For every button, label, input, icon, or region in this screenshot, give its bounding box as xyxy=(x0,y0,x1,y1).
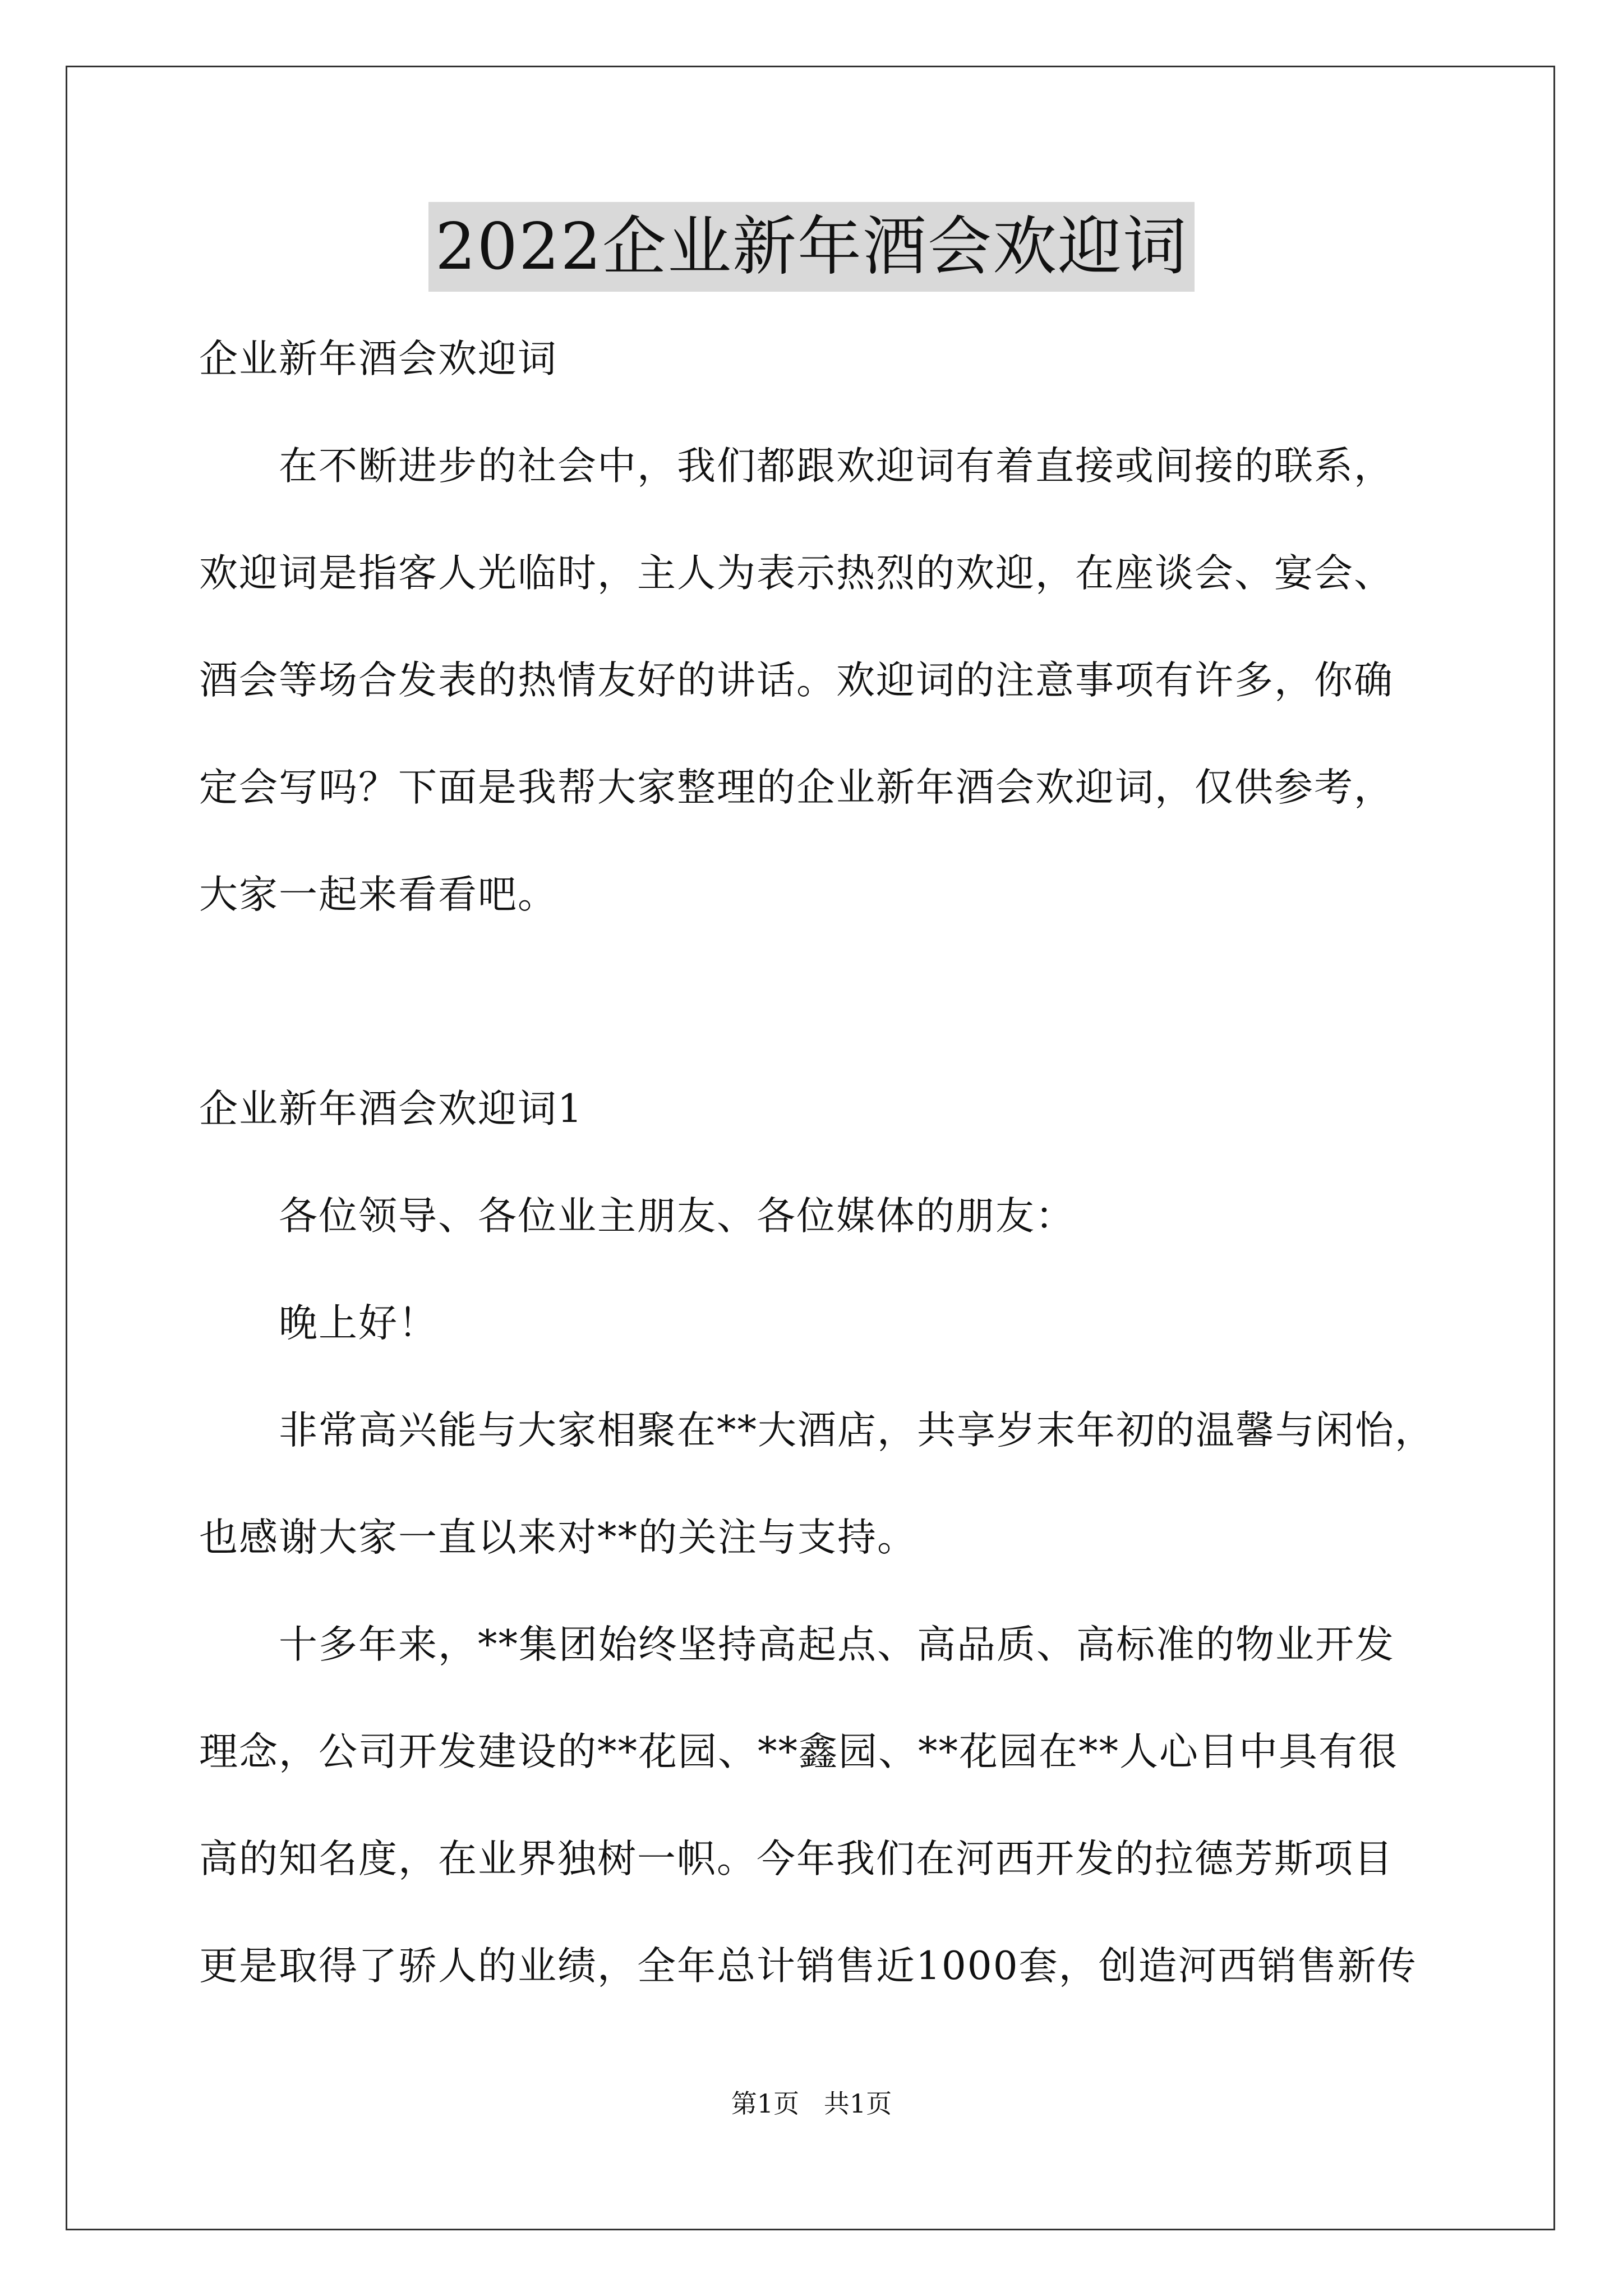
section-heading: 企业新年酒会欢迎词1 xyxy=(199,1087,583,1131)
text-line: 更是取得了骄人的业绩，全年总计销售近1000套，创造河西销售新传 xyxy=(199,1944,1417,1989)
text-line: 理念，公司开发建设的**花园、**鑫园、**花园在**人心目中具有很 xyxy=(199,1729,1398,1774)
text-line: 十多年来，**集团始终坚持高起点、高品质、高标准的物业开发 xyxy=(279,1622,1395,1667)
document-title: 2022企业新年酒会欢迎词 xyxy=(428,202,1195,292)
text-line: 非常高兴能与大家相聚在**大酒店，共享岁末年初的温馨与闲怡， xyxy=(279,1408,1435,1453)
page-footer: 第1页 共1页 xyxy=(731,2088,892,2119)
text-line: 酒会等场合发表的热情友好的讲话。欢迎词的注意事项有许多，你确 xyxy=(199,658,1394,703)
text-line: 各位领导、各位业主朋友、各位媒体的朋友： xyxy=(279,1194,1075,1239)
text-line: 高的知名度，在业界独树一帜。今年我们在河西开发的拉德芳斯项目 xyxy=(199,1837,1394,1881)
document-body xyxy=(199,306,1489,2020)
text-line: 晚上好！ xyxy=(279,1301,438,1346)
text-line: 大家一起来看看吧。 xyxy=(199,872,557,917)
blank-line xyxy=(199,949,1489,1056)
text-line: 在不断进步的社会中，我们都跟欢迎词有着直接或间接的联系， xyxy=(279,444,1394,489)
text-line: 也感谢大家一直以来对**的关注与支持。 xyxy=(199,1515,917,1560)
text-line: 企业新年酒会欢迎词 xyxy=(199,337,557,381)
text-line: 定会写吗？下面是我帮大家整理的企业新年酒会欢迎词，仅供参考， xyxy=(199,765,1394,810)
title-container xyxy=(0,202,1623,292)
text-line: 欢迎词是指客人光临时，主人为表示热烈的欢迎，在座谈会、宴会、 xyxy=(199,551,1394,596)
